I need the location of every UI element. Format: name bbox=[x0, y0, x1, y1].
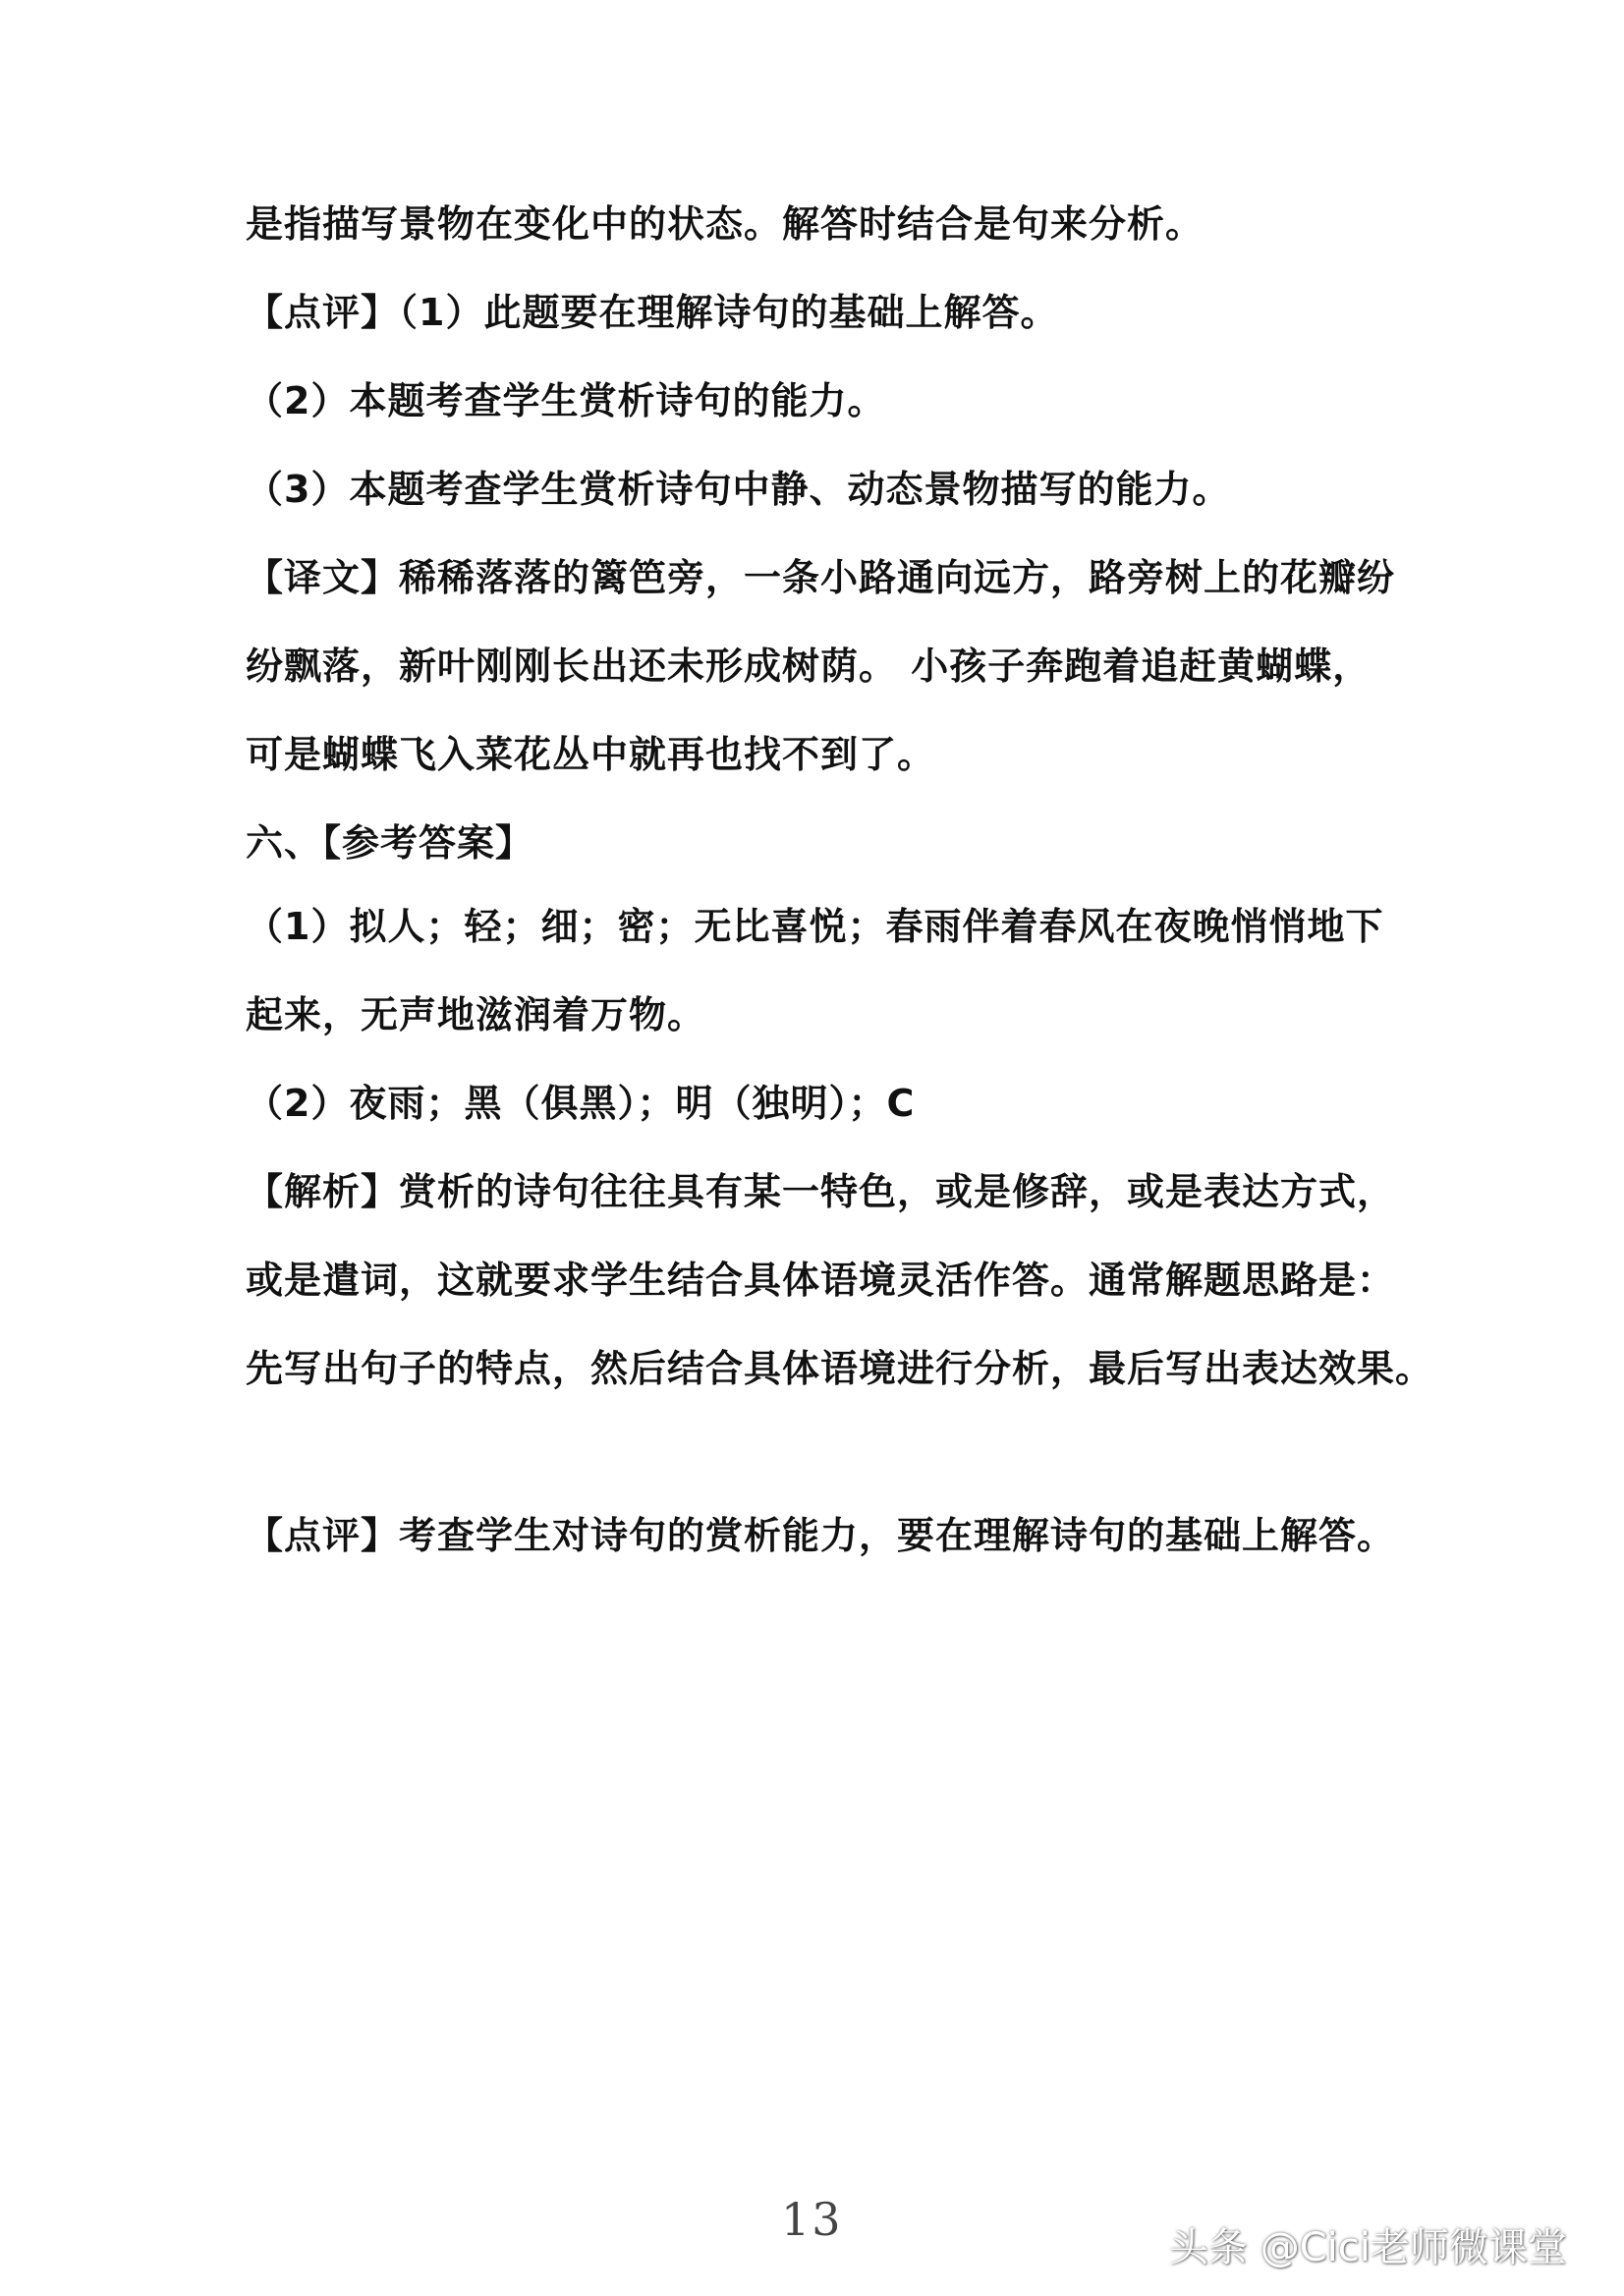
text-line: 或是遣词，这就要求学生结合具体语境灵活作答。通常解题思路是： bbox=[246, 1259, 1396, 1302]
section-heading: 六、【参考答案】 bbox=[246, 821, 534, 865]
text-line: （1）拟人；轻；细；密；无比喜悦；春雨伴着春风在夜晚悄悄地下 bbox=[246, 905, 1384, 948]
text-line: 先写出句子的特点，然后结合具体语境进行分析，最后写出表达效果。 bbox=[246, 1347, 1434, 1390]
text-line: 【译文】稀稀落落的篱笆旁，一条小路通向远方，路旁树上的花瓣纷 bbox=[246, 556, 1396, 599]
text-line: 是指描写景物在变化中的状态。解答时结合是句来分析。 bbox=[246, 202, 1204, 246]
text-line: 【解析】赏析的诗句往往具有某一特色，或是修辞，或是表达方式， bbox=[246, 1170, 1396, 1213]
text-line: （2）夜雨；黑（俱黑）；明（独明）；C bbox=[246, 1082, 916, 1125]
text-line: （2）本题考查学生赏析诗句的能力。 bbox=[246, 379, 886, 422]
page-number: 13 bbox=[781, 2193, 843, 2246]
text-line: 【点评】考查学生对诗句的赏析能力，要在理解诗句的基础上解答。 bbox=[246, 1514, 1396, 1557]
text-line: 【点评】（1）此题要在理解诗句的基础上解答。 bbox=[246, 291, 1059, 334]
text-line: 可是蝴蝶飞入菜花丛中就再也找不到了。 bbox=[246, 733, 936, 776]
text-line: 纷飘落，新叶刚刚长出还未形成树荫。 小孩子奔跑着追赶黄蝴蝶， bbox=[246, 644, 1372, 688]
watermark: 头条 @Cici老师微课堂 bbox=[1169, 2225, 1567, 2270]
text-line: （3）本题考查学生赏析诗句中静、动态景物描写的能力。 bbox=[246, 468, 1231, 511]
text-line: 起来，无声地滋润着万物。 bbox=[246, 993, 706, 1036]
